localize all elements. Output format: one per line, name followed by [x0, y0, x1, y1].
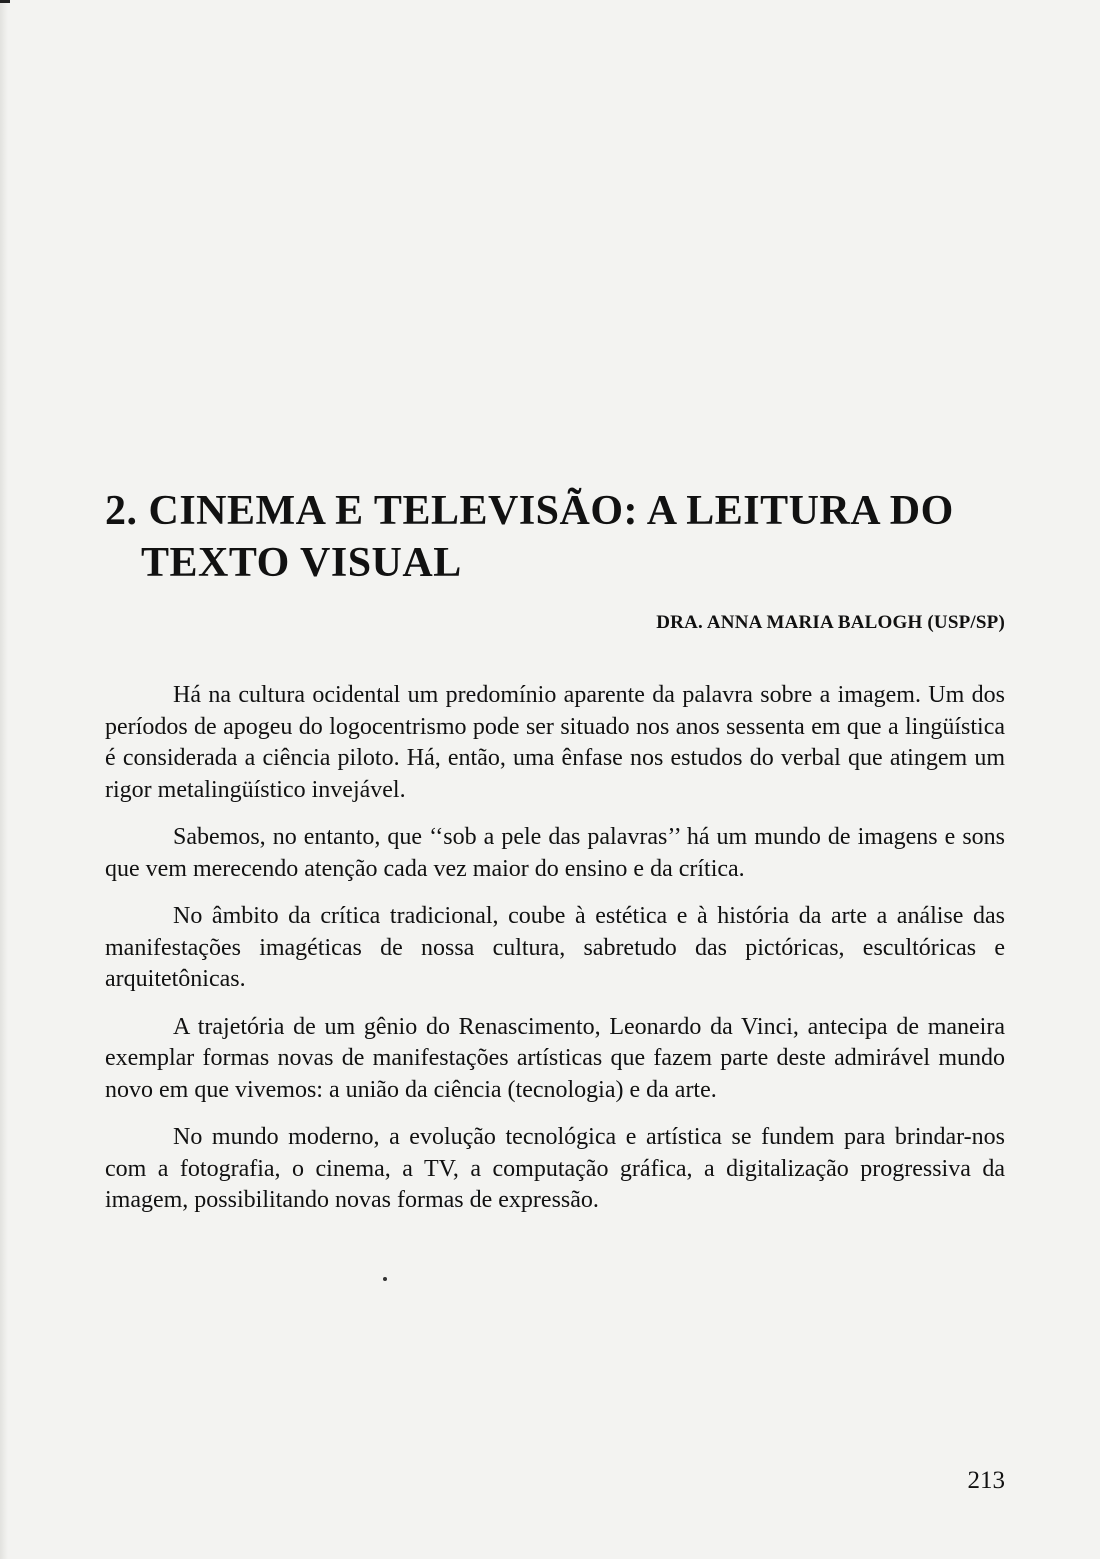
paragraph-5: No mundo moderno, a evolução tecnológica e artística se fundem para brindar-nos com a fotografia, o cinema, a TV, a computação gráfica, a digitalização progressiva da imagem, possibilitando novas formas de expressão. — [105, 1124, 1005, 1213]
paragraph-4: A trajetória de um gênio do Renascimento, Leonardo da Vinci, antecipa de maneira exemplar formas novas de manifestações artísticas que fazem parte deste admirável mundo novo em que vivemos: a união da ciência (tecnologia) e da arte. — [105, 1013, 1005, 1103]
page-number: 213 — [967, 1467, 1005, 1494]
body-text — [105, 680, 1005, 1233]
scan-edge — [0, 0, 8, 1559]
paragraph-1: Há na cultura ocidental um predomínio aparente da palavra sobre a imagem. Um dos períodos de apogeu do logocentrismo pode ser situado nos anos sessenta em que a lingüística é considerada a ciência piloto. Há, então, uma ênfase nos estudos do verbal que atingem um rigor metalingüístico invejável. — [105, 682, 1005, 803]
paragraph-3: No âmbito da crítica tradicional, coube à estética e à história da arte a análise das manifestações imagéticas de nossa cultura, sabretudo das pictóricas, escultóricas e arquitetônicas. — [105, 903, 1005, 992]
scan-speck — [383, 1277, 387, 1281]
document-page — [105, 0, 1005, 1559]
author-byline: DRA. ANNA MARIA BALOGH (USP/SP) — [656, 612, 1005, 633]
paragraph-2: Sabemos, no entanto, que ‘‘sob a pele das palavras’’ há um mundo de imagens e sons que vem merecendo atenção cada vez maior do ensino e da crítica. — [105, 824, 1005, 882]
chapter-title: 2. CINEMA E TELEVISÃO: A LEITURA DO TEXTO VISUAL — [105, 488, 954, 586]
scan-mark — [0, 0, 10, 3]
